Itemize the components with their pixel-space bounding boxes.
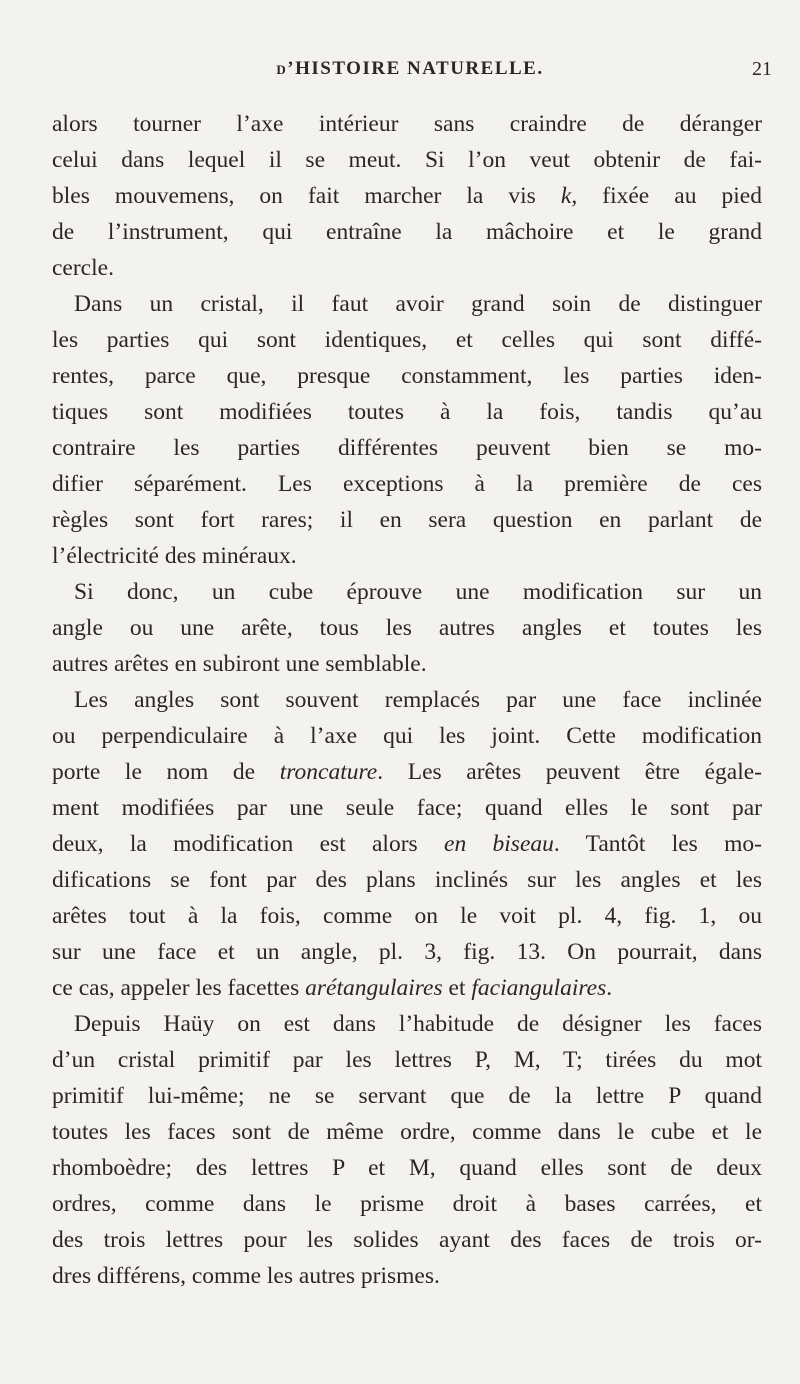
running-head: [60, 58, 772, 88]
text-line: celui dans lequel il se meut. Si l’on veut obtenir de fai-: [52, 147, 762, 173]
text-line: alors tourner l’axe intérieur sans craindre de déranger: [52, 111, 762, 137]
text-line: Si donc, un cube éprouve une modification sur un: [74, 579, 762, 605]
text-line: bles mouvemens, on fait marcher la vis k, fixée au pied: [52, 183, 762, 209]
text-line: Dans un cristal, il faut avoir grand soin de distinguer: [74, 291, 762, 317]
text-line: angle ou une arête, tous les autres angles et toutes les: [52, 615, 762, 641]
page-number: 21: [752, 58, 772, 80]
text-line: Les angles sont souvent remplacés par une face inclinée: [74, 687, 762, 713]
text-line: sur une face et un angle, pl. 3, fig. 13. On pourrait, dans: [52, 939, 762, 965]
running-title: d’HISTOIRE NATURELLE.: [276, 58, 544, 79]
text-line: d’un cristal primitif par les lettres P, M, T; tirées du mot: [52, 1047, 762, 1073]
text-line: primitif lui-même; ne se servant que de la lettre P quand: [52, 1083, 762, 1109]
text-line: contraire les parties différentes peuvent bien se mo-: [52, 435, 762, 461]
text-line: cercle.: [52, 255, 114, 281]
text-line: rhomboèdre; des lettres P et M, quand elles sont de deux: [52, 1155, 762, 1181]
text-line: ou perpendiculaire à l’axe qui les joint. Cette modification: [52, 723, 762, 749]
text-line: tiques sont modifiées toutes à la fois, tandis qu’au: [52, 399, 762, 425]
text-line: les parties qui sont identiques, et celles qui sont diffé-: [52, 327, 762, 353]
text-line: porte le nom de troncature. Les arêtes peuvent être égale-: [52, 759, 762, 785]
text-line: règles sont fort rares; il en sera question en parlant de: [52, 507, 762, 533]
text-line: Depuis Haüy on est dans l’habitude de désigner les faces: [74, 1011, 762, 1037]
text-line: l’électricité des minéraux.: [52, 543, 297, 569]
text-line: ordres, comme dans le prisme droit à bases carrées, et: [52, 1191, 762, 1217]
text-line: dres différens, comme les autres prismes.: [52, 1263, 440, 1289]
text-line: des trois lettres pour les solides ayant des faces de trois or-: [52, 1227, 762, 1253]
text-line: rentes, parce que, presque constamment, les parties iden-: [52, 363, 762, 389]
body-text: [52, 106, 762, 1294]
text-line: ment modifiées par une seule face; quand elles le sont par: [52, 795, 762, 821]
text-line: difier séparément. Les exceptions à la première de ces: [52, 471, 762, 497]
text-line: autres arêtes en subiront une semblable.: [52, 651, 427, 677]
text-line: de l’instrument, qui entraîne la mâchoire et le grand: [52, 219, 762, 245]
text-line: difications se font par des plans inclinés sur les angles et les: [52, 867, 762, 893]
text-line: arêtes tout à la fois, comme on le voit pl. 4, fig. 1, ou: [52, 903, 762, 929]
text-line: ce cas, appeler les facettes arétangulaires et faciangulaires.: [52, 975, 613, 1001]
text-line: toutes les faces sont de même ordre, comme dans le cube et le: [52, 1119, 762, 1145]
text-line: deux, la modification est alors en biseau. Tantôt les mo-: [52, 831, 762, 857]
